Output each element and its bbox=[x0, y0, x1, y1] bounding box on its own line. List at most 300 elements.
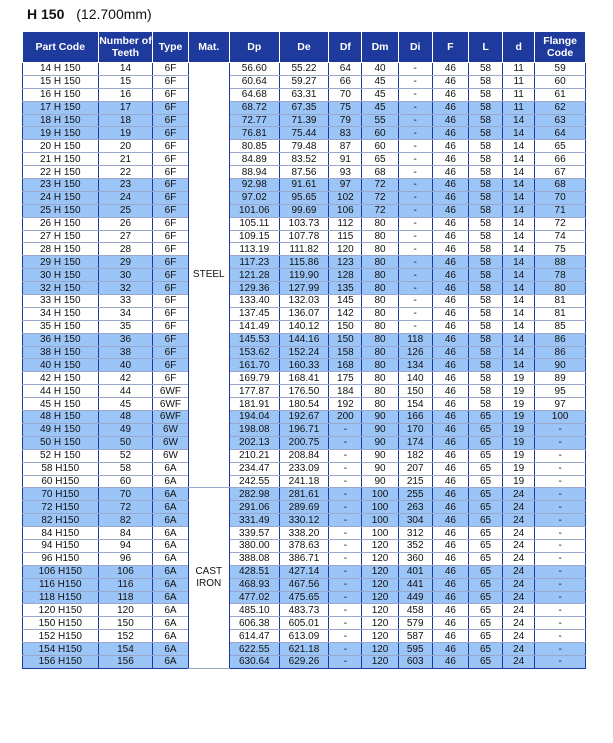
material-cell: STEEL bbox=[188, 63, 229, 488]
cell-teeth: 84 bbox=[98, 527, 153, 540]
cell-dm: 120 bbox=[362, 604, 398, 617]
cell-dm: 80 bbox=[362, 359, 398, 372]
cell-de: 55.22 bbox=[279, 63, 329, 76]
cell-di: - bbox=[398, 63, 432, 76]
cell-df: 102 bbox=[329, 191, 362, 204]
cell-f: 46 bbox=[432, 591, 468, 604]
cell-dp: 477.02 bbox=[229, 591, 279, 604]
cell-teeth: 18 bbox=[98, 114, 153, 127]
cell-f: 46 bbox=[432, 565, 468, 578]
cell-flange-code: 85 bbox=[535, 320, 586, 333]
cell-d: 11 bbox=[503, 63, 535, 76]
cell-part-code: 44 H 150 bbox=[23, 385, 99, 398]
cell-di: 215 bbox=[398, 475, 432, 488]
cell-de: 99.69 bbox=[279, 204, 329, 217]
cell-l: 58 bbox=[469, 140, 503, 153]
table-row bbox=[23, 411, 586, 424]
cell-part-code: 32 H 150 bbox=[23, 282, 99, 295]
cell-dm: 68 bbox=[362, 166, 398, 179]
col-header-f: F bbox=[432, 32, 468, 63]
cell-d: 14 bbox=[503, 153, 535, 166]
cell-teeth: 27 bbox=[98, 230, 153, 243]
cell-flange-code: 68 bbox=[535, 179, 586, 192]
table-row bbox=[23, 153, 586, 166]
cell-type: 6F bbox=[153, 63, 188, 76]
cell-f: 46 bbox=[432, 282, 468, 295]
cell-di: 170 bbox=[398, 423, 432, 436]
cell-part-code: 40 H 150 bbox=[23, 359, 99, 372]
cell-df: - bbox=[329, 539, 362, 552]
cell-part-code: 30 H 150 bbox=[23, 269, 99, 282]
cell-de: 289.69 bbox=[279, 501, 329, 514]
cell-di: 150 bbox=[398, 385, 432, 398]
cell-f: 46 bbox=[432, 75, 468, 88]
cell-teeth: 40 bbox=[98, 359, 153, 372]
cell-de: 605.01 bbox=[279, 617, 329, 630]
cell-teeth: 28 bbox=[98, 243, 153, 256]
cell-di: 458 bbox=[398, 604, 432, 617]
cell-part-code: 21 H 150 bbox=[23, 153, 99, 166]
cell-l: 58 bbox=[469, 398, 503, 411]
table-row bbox=[23, 475, 586, 488]
cell-dp: 282.98 bbox=[229, 488, 279, 501]
cell-dm: 120 bbox=[362, 643, 398, 656]
cell-dp: 137.45 bbox=[229, 307, 279, 320]
cell-flange-code: 100 bbox=[535, 411, 586, 424]
cell-dp: 76.81 bbox=[229, 127, 279, 140]
table-row bbox=[23, 127, 586, 140]
cell-part-code: 28 H 150 bbox=[23, 243, 99, 256]
cell-l: 65 bbox=[469, 643, 503, 656]
cell-teeth: 72 bbox=[98, 501, 153, 514]
cell-dp: 101.06 bbox=[229, 204, 279, 217]
cell-type: 6F bbox=[153, 101, 188, 114]
cell-teeth: 58 bbox=[98, 462, 153, 475]
cell-f: 46 bbox=[432, 101, 468, 114]
cell-dm: 120 bbox=[362, 617, 398, 630]
cell-de: 75.44 bbox=[279, 127, 329, 140]
cell-dm: 100 bbox=[362, 488, 398, 501]
cell-flange-code: 59 bbox=[535, 63, 586, 76]
cell-di: - bbox=[398, 166, 432, 179]
cell-dm: 80 bbox=[362, 398, 398, 411]
cell-f: 46 bbox=[432, 411, 468, 424]
cell-di: - bbox=[398, 269, 432, 282]
cell-df: 150 bbox=[329, 333, 362, 346]
cell-part-code: 118 H150 bbox=[23, 591, 99, 604]
cell-teeth: 120 bbox=[98, 604, 153, 617]
cell-df: 184 bbox=[329, 385, 362, 398]
cell-l: 65 bbox=[469, 488, 503, 501]
cell-part-code: 35 H 150 bbox=[23, 320, 99, 333]
cell-d: 24 bbox=[503, 488, 535, 501]
cell-df: - bbox=[329, 514, 362, 527]
cell-d: 19 bbox=[503, 475, 535, 488]
cell-f: 46 bbox=[432, 449, 468, 462]
cell-type: 6A bbox=[153, 462, 188, 475]
cell-d: 14 bbox=[503, 359, 535, 372]
cell-dp: 80.85 bbox=[229, 140, 279, 153]
cell-teeth: 30 bbox=[98, 269, 153, 282]
table-row bbox=[23, 643, 586, 656]
table-row bbox=[23, 243, 586, 256]
cell-df: - bbox=[329, 604, 362, 617]
cell-teeth: 106 bbox=[98, 565, 153, 578]
cell-di: - bbox=[398, 320, 432, 333]
cell-dm: 120 bbox=[362, 578, 398, 591]
cell-flange-code: 71 bbox=[535, 204, 586, 217]
cell-part-code: 58 H150 bbox=[23, 462, 99, 475]
cell-di: - bbox=[398, 230, 432, 243]
table-row bbox=[23, 140, 586, 153]
cell-de: 67.35 bbox=[279, 101, 329, 114]
cell-dm: 90 bbox=[362, 449, 398, 462]
cell-flange-code: 86 bbox=[535, 346, 586, 359]
cell-di: 182 bbox=[398, 449, 432, 462]
cell-f: 46 bbox=[432, 166, 468, 179]
cell-de: 338.20 bbox=[279, 527, 329, 540]
cell-de: 119.90 bbox=[279, 269, 329, 282]
cell-part-code: 23 H 150 bbox=[23, 179, 99, 192]
cell-f: 46 bbox=[432, 140, 468, 153]
cell-teeth: 49 bbox=[98, 423, 153, 436]
cell-d: 11 bbox=[503, 75, 535, 88]
cell-teeth: 150 bbox=[98, 617, 153, 630]
cell-flange-code: 66 bbox=[535, 153, 586, 166]
table-row bbox=[23, 423, 586, 436]
cell-l: 58 bbox=[469, 204, 503, 217]
cell-l: 58 bbox=[469, 359, 503, 372]
cell-dm: 120 bbox=[362, 655, 398, 668]
cell-di: 126 bbox=[398, 346, 432, 359]
cell-teeth: 48 bbox=[98, 411, 153, 424]
cell-f: 46 bbox=[432, 307, 468, 320]
cell-d: 19 bbox=[503, 398, 535, 411]
col-header-df: Df bbox=[329, 32, 362, 63]
cell-d: 11 bbox=[503, 101, 535, 114]
cell-f: 46 bbox=[432, 436, 468, 449]
cell-flange-code: 67 bbox=[535, 166, 586, 179]
cell-df: 83 bbox=[329, 127, 362, 140]
cell-l: 65 bbox=[469, 475, 503, 488]
cell-teeth: 70 bbox=[98, 488, 153, 501]
cell-d: 24 bbox=[503, 643, 535, 656]
cell-l: 65 bbox=[469, 527, 503, 540]
cell-d: 24 bbox=[503, 617, 535, 630]
cell-dm: 72 bbox=[362, 191, 398, 204]
cell-de: 378.63 bbox=[279, 539, 329, 552]
cell-teeth: 22 bbox=[98, 166, 153, 179]
cell-teeth: 23 bbox=[98, 179, 153, 192]
cell-l: 58 bbox=[469, 320, 503, 333]
cell-dp: 56.60 bbox=[229, 63, 279, 76]
cell-part-code: 154 H150 bbox=[23, 643, 99, 656]
table-row bbox=[23, 256, 586, 269]
cell-teeth: 25 bbox=[98, 204, 153, 217]
table-row bbox=[23, 591, 586, 604]
cell-dm: 45 bbox=[362, 75, 398, 88]
cell-di: - bbox=[398, 282, 432, 295]
table-row bbox=[23, 578, 586, 591]
cell-di: - bbox=[398, 307, 432, 320]
cell-part-code: 84 H150 bbox=[23, 527, 99, 540]
cell-di: 449 bbox=[398, 591, 432, 604]
table-row bbox=[23, 565, 586, 578]
cell-f: 46 bbox=[432, 539, 468, 552]
cell-l: 65 bbox=[469, 591, 503, 604]
cell-flange-code: - bbox=[535, 617, 586, 630]
cell-dp: 485.10 bbox=[229, 604, 279, 617]
cell-df: - bbox=[329, 488, 362, 501]
table-row bbox=[23, 179, 586, 192]
cell-l: 65 bbox=[469, 630, 503, 643]
cell-df: 175 bbox=[329, 372, 362, 385]
header-row bbox=[23, 32, 586, 63]
cell-dp: 614.47 bbox=[229, 630, 279, 643]
cell-l: 65 bbox=[469, 411, 503, 424]
table-row bbox=[23, 501, 586, 514]
cell-dp: 630.64 bbox=[229, 655, 279, 668]
cell-d: 24 bbox=[503, 604, 535, 617]
cell-di: 174 bbox=[398, 436, 432, 449]
cell-dm: 90 bbox=[362, 462, 398, 475]
cell-l: 65 bbox=[469, 539, 503, 552]
cell-di: 304 bbox=[398, 514, 432, 527]
cell-df: 150 bbox=[329, 320, 362, 333]
cell-dm: 80 bbox=[362, 243, 398, 256]
cell-teeth: 42 bbox=[98, 372, 153, 385]
cell-f: 46 bbox=[432, 488, 468, 501]
cell-f: 46 bbox=[432, 462, 468, 475]
cell-l: 58 bbox=[469, 243, 503, 256]
cell-teeth: 45 bbox=[98, 398, 153, 411]
cell-de: 192.67 bbox=[279, 411, 329, 424]
cell-teeth: 82 bbox=[98, 514, 153, 527]
cell-d: 14 bbox=[503, 320, 535, 333]
cell-type: 6F bbox=[153, 204, 188, 217]
cell-l: 58 bbox=[469, 88, 503, 101]
cell-flange-code: - bbox=[535, 514, 586, 527]
cell-dp: 92.98 bbox=[229, 179, 279, 192]
table-row bbox=[23, 88, 586, 101]
table-row bbox=[23, 617, 586, 630]
cell-type: 6F bbox=[153, 282, 188, 295]
cell-dm: 120 bbox=[362, 539, 398, 552]
cell-type: 6A bbox=[153, 488, 188, 501]
cell-f: 46 bbox=[432, 475, 468, 488]
cell-df: - bbox=[329, 436, 362, 449]
cell-part-code: 20 H 150 bbox=[23, 140, 99, 153]
cell-dm: 90 bbox=[362, 411, 398, 424]
cell-d: 24 bbox=[503, 527, 535, 540]
cell-dm: 45 bbox=[362, 101, 398, 114]
cell-type: 6F bbox=[153, 295, 188, 308]
cell-dm: 80 bbox=[362, 385, 398, 398]
cell-d: 19 bbox=[503, 372, 535, 385]
cell-di: 401 bbox=[398, 565, 432, 578]
cell-de: 83.52 bbox=[279, 153, 329, 166]
cell-f: 46 bbox=[432, 501, 468, 514]
cell-f: 46 bbox=[432, 423, 468, 436]
cell-flange-code: - bbox=[535, 630, 586, 643]
cell-di: - bbox=[398, 256, 432, 269]
cell-part-code: 152 H150 bbox=[23, 630, 99, 643]
cell-f: 46 bbox=[432, 655, 468, 668]
cell-df: - bbox=[329, 643, 362, 656]
cell-part-code: 96 H150 bbox=[23, 552, 99, 565]
cell-dp: 113.19 bbox=[229, 243, 279, 256]
cell-di: 595 bbox=[398, 643, 432, 656]
cell-part-code: 15 H 150 bbox=[23, 75, 99, 88]
cell-di: 154 bbox=[398, 398, 432, 411]
table-row bbox=[23, 462, 586, 475]
cell-de: 136.07 bbox=[279, 307, 329, 320]
cell-part-code: 82 H150 bbox=[23, 514, 99, 527]
cell-dp: 198.08 bbox=[229, 423, 279, 436]
cell-l: 65 bbox=[469, 501, 503, 514]
cell-teeth: 36 bbox=[98, 333, 153, 346]
cell-f: 46 bbox=[432, 617, 468, 630]
cell-f: 46 bbox=[432, 127, 468, 140]
cell-type: 6F bbox=[153, 320, 188, 333]
cell-df: 70 bbox=[329, 88, 362, 101]
table-row bbox=[23, 539, 586, 552]
cell-d: 24 bbox=[503, 514, 535, 527]
cell-d: 24 bbox=[503, 578, 535, 591]
cell-type: 6W bbox=[153, 449, 188, 462]
cell-f: 46 bbox=[432, 372, 468, 385]
cell-flange-code: - bbox=[535, 501, 586, 514]
cell-dm: 60 bbox=[362, 127, 398, 140]
table-row bbox=[23, 604, 586, 617]
cell-l: 58 bbox=[469, 191, 503, 204]
cell-type: 6A bbox=[153, 514, 188, 527]
cell-di: 263 bbox=[398, 501, 432, 514]
cell-flange-code: 74 bbox=[535, 230, 586, 243]
cell-dm: 120 bbox=[362, 552, 398, 565]
cell-flange-code: 63 bbox=[535, 114, 586, 127]
cell-part-code: 94 H150 bbox=[23, 539, 99, 552]
cell-de: 144.16 bbox=[279, 333, 329, 346]
cell-de: 475.65 bbox=[279, 591, 329, 604]
cell-f: 46 bbox=[432, 153, 468, 166]
cell-f: 46 bbox=[432, 179, 468, 192]
cell-type: 6F bbox=[153, 179, 188, 192]
cell-d: 19 bbox=[503, 385, 535, 398]
cell-dp: 117.23 bbox=[229, 256, 279, 269]
cell-d: 14 bbox=[503, 114, 535, 127]
cell-l: 58 bbox=[469, 217, 503, 230]
cell-part-code: 22 H 150 bbox=[23, 166, 99, 179]
cell-f: 46 bbox=[432, 346, 468, 359]
cell-dm: 40 bbox=[362, 63, 398, 76]
cell-l: 65 bbox=[469, 578, 503, 591]
cell-flange-code: 97 bbox=[535, 398, 586, 411]
cell-di: 166 bbox=[398, 411, 432, 424]
cell-dp: 177.87 bbox=[229, 385, 279, 398]
cell-l: 58 bbox=[469, 295, 503, 308]
cell-dm: 80 bbox=[362, 256, 398, 269]
cell-l: 58 bbox=[469, 282, 503, 295]
cell-f: 46 bbox=[432, 88, 468, 101]
table-row bbox=[23, 307, 586, 320]
cell-dp: 194.04 bbox=[229, 411, 279, 424]
cell-de: 95.65 bbox=[279, 191, 329, 204]
cell-dp: 622.55 bbox=[229, 643, 279, 656]
cell-d: 24 bbox=[503, 552, 535, 565]
table-row bbox=[23, 63, 586, 76]
cell-df: - bbox=[329, 552, 362, 565]
cell-dm: 80 bbox=[362, 269, 398, 282]
cell-dp: 331.49 bbox=[229, 514, 279, 527]
material-cell: CAST IRON bbox=[188, 488, 229, 668]
cell-teeth: 21 bbox=[98, 153, 153, 166]
cell-dm: 72 bbox=[362, 204, 398, 217]
cell-f: 46 bbox=[432, 217, 468, 230]
cell-l: 58 bbox=[469, 346, 503, 359]
cell-dp: 242.55 bbox=[229, 475, 279, 488]
cell-d: 14 bbox=[503, 127, 535, 140]
cell-de: 281.61 bbox=[279, 488, 329, 501]
cell-l: 58 bbox=[469, 372, 503, 385]
cell-dm: 80 bbox=[362, 333, 398, 346]
cell-dm: 100 bbox=[362, 527, 398, 540]
table-row bbox=[23, 230, 586, 243]
cell-l: 65 bbox=[469, 655, 503, 668]
cell-part-code: 26 H 150 bbox=[23, 217, 99, 230]
cell-di: 360 bbox=[398, 552, 432, 565]
cell-flange-code: 81 bbox=[535, 307, 586, 320]
cell-dp: 161.70 bbox=[229, 359, 279, 372]
cell-de: 140.12 bbox=[279, 320, 329, 333]
cell-l: 58 bbox=[469, 179, 503, 192]
cell-f: 46 bbox=[432, 230, 468, 243]
cell-part-code: 36 H 150 bbox=[23, 333, 99, 346]
cell-dp: 380.00 bbox=[229, 539, 279, 552]
col-header-dp: Dp bbox=[229, 32, 279, 63]
cell-dm: 120 bbox=[362, 630, 398, 643]
cell-l: 65 bbox=[469, 423, 503, 436]
cell-flange-code: - bbox=[535, 475, 586, 488]
cell-di: 579 bbox=[398, 617, 432, 630]
cell-part-code: 33 H 150 bbox=[23, 295, 99, 308]
cell-de: 621.18 bbox=[279, 643, 329, 656]
cell-dm: 45 bbox=[362, 88, 398, 101]
cell-teeth: 156 bbox=[98, 655, 153, 668]
cell-part-code: 34 H 150 bbox=[23, 307, 99, 320]
cell-teeth: 44 bbox=[98, 385, 153, 398]
cell-flange-code: - bbox=[535, 462, 586, 475]
table-row bbox=[23, 333, 586, 346]
cell-teeth: 34 bbox=[98, 307, 153, 320]
cell-df: - bbox=[329, 578, 362, 591]
cell-de: 152.24 bbox=[279, 346, 329, 359]
cell-dp: 234.47 bbox=[229, 462, 279, 475]
cell-flange-code: - bbox=[535, 488, 586, 501]
cell-l: 58 bbox=[469, 127, 503, 140]
cell-d: 14 bbox=[503, 166, 535, 179]
col-header-l: L bbox=[469, 32, 503, 63]
cell-d: 19 bbox=[503, 462, 535, 475]
table-row bbox=[23, 282, 586, 295]
cell-dm: 80 bbox=[362, 307, 398, 320]
cell-d: 14 bbox=[503, 282, 535, 295]
cell-dp: 129.36 bbox=[229, 282, 279, 295]
cell-l: 58 bbox=[469, 166, 503, 179]
cell-de: 115.86 bbox=[279, 256, 329, 269]
cell-l: 65 bbox=[469, 436, 503, 449]
cell-dm: 80 bbox=[362, 295, 398, 308]
